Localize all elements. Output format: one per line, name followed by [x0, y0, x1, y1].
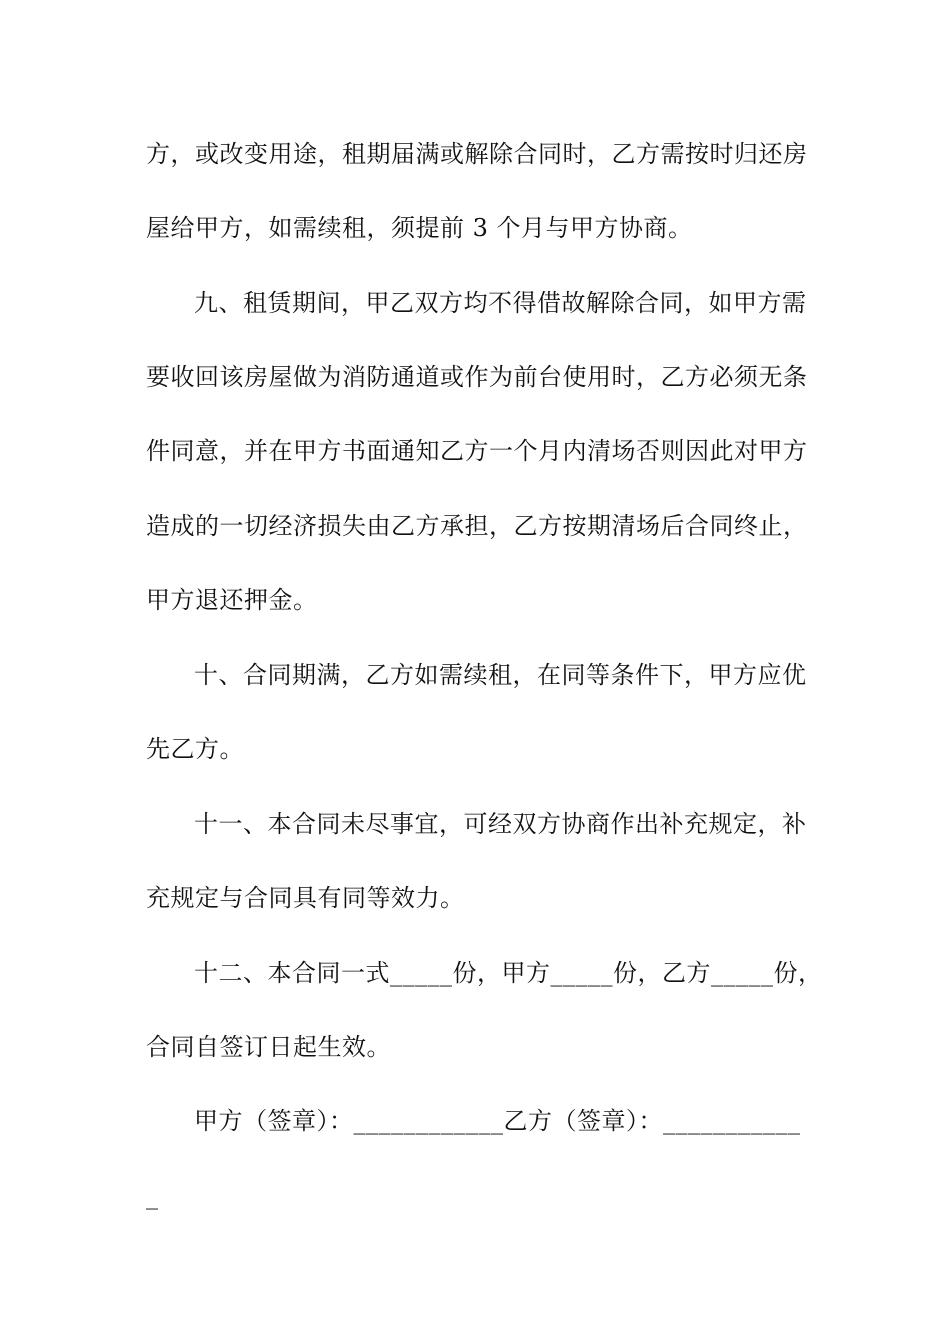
- clause-10-line: 十、合同期满，乙方如需续租，在同等条件下，甲方应优: [194, 661, 807, 689]
- paragraph-line: 先乙方。: [146, 735, 244, 763]
- paragraph-line: 合同自签订日起生效。: [146, 1033, 391, 1061]
- paragraph-line: 充规定与合同具有同等效力。: [146, 884, 465, 912]
- clause-11-line: 十一、本合同未尽事宜，可经双方协商作出补充规定，补: [194, 810, 807, 838]
- paragraph-line: 件同意，并在甲方书面通知乙方一个月内清场否则因此对甲方: [146, 437, 808, 465]
- paragraph-line: 屋给甲方，如需续租，须提前 3 个月与甲方协商。: [146, 214, 693, 242]
- clause-9-line: 九、租赁期间，甲乙双方均不得借故解除合同，如甲方需: [194, 289, 807, 317]
- paragraph-line: 造成的一切经济损失由乙方承担，乙方按期清场后合同终止，: [146, 512, 808, 540]
- signature-line-tail: _: [146, 1182, 158, 1210]
- signature-line: 甲方（签章）：____________乙方（签章）：___________: [194, 1107, 801, 1135]
- paragraph-line: 要收回该房屋做为消防通道或作为前台使用时，乙方必须无条: [146, 363, 808, 391]
- paragraph-line: 甲方退还押金。: [146, 586, 318, 614]
- paragraph-line: 方，或改变用途，租期届满或解除合同时，乙方需按时归还房: [146, 140, 808, 168]
- clause-12-line: 十二、本合同一式_____份，甲方_____份，乙方_____份，: [194, 959, 823, 987]
